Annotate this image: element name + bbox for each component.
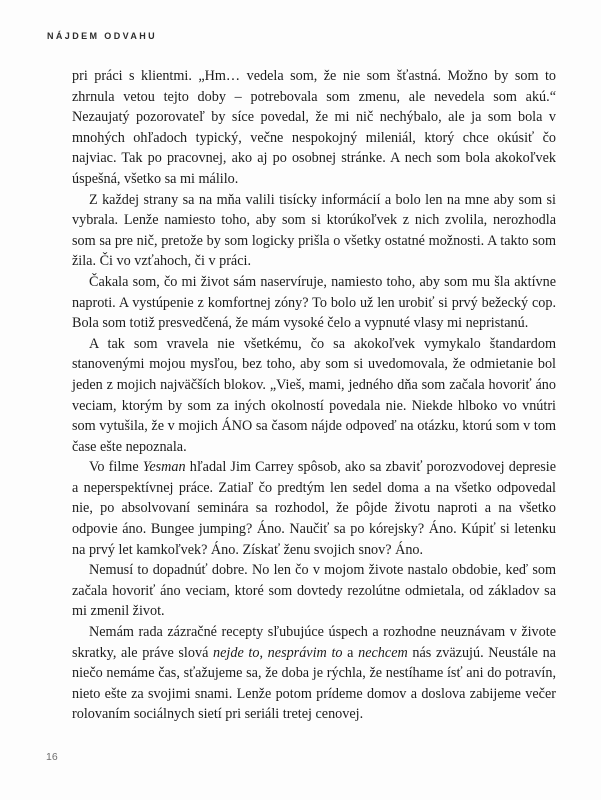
paragraph-text: Nemám rada zázračné recepty sľubujúce úspech a rozhodne neuznávam v živote skratky, ale práve slová: [72, 624, 556, 661]
running-header: NÁJDEM ODVAHU: [47, 31, 158, 41]
paragraph-text: hľadal Jim Carrey spôsob, ako sa zbaviť porozvodovej depresie a neperspektívnej práce. Zatiaľ čo predtým len sedel doma a na všetko odpovedal nie, po absolvovaní seminára sa rozhodol, že pôjde životu naproti a na všetko odpovie áno. Bungee jumping? Áno. Naučiť sa po kórejsky? Áno. Kúpiť si letenku na prvý let kamkoľvek? Áno. Získať ženu svojich snov? Áno.: [72, 459, 556, 558]
page-number: 16: [46, 751, 58, 763]
emphasis-phrase: nesprávim to: [267, 644, 343, 661]
paragraph-4: A tak som vravela nie všetkému, čo sa akokoľvek vymykalo štandardom stanovenými mojou mysľou, bez toho, aby som si uvedomovala, že odmietanie bol jeden z mojich najväčších blokov. „Vieš, mami, jedného dňa som začala hovoriť áno veciam, ktorým by som za iných okolností povedala nie. Niekde hlboko vo vnútri som vytušila, že v mojich ÁNO sa časom nájde odpoveď na otázku, ktorú som v tom čase ešte nepoznala.: [72, 335, 556, 455]
emphasis-phrase: nejde to: [213, 644, 260, 661]
page-text: [72, 66, 556, 725]
paragraph-text: ,: [259, 644, 268, 661]
paragraph-3: Čakala som, čo mi život sám naservíruje, namiesto toho, aby som mu šla aktívne naproti. A vystúpenie z komfortnej zóny? To bolo už len urobiť si prvý bežecký cop. Bola som totiž presvedčená, že mám vysoké čelo a vypnuté vlasy mi nepristanú.: [72, 273, 556, 332]
paragraph-7: [72, 622, 556, 725]
paragraph-1: pri práci s klientmi. „Hm… vedela som, že nie som šťastná. Možno by som to zhrnula vetou tejto doby – potrebovala som zmenu, ale nevedela som akú.“ Nezaujatý pozorovateľ by síce povedal, že mi nič nechýbalo, ale ja som bola v mnohých ohľadoch typický, večne nespokojný mileniál, ktorý chce okúsiť čo najviac. Tak po pracovnej, ako aj po osobnej stránke. A nech som bola akokoľvek úspešná, všetko sa mi málilo.: [72, 68, 556, 187]
film-title-italic: Yesman: [142, 459, 186, 476]
paragraph-2: Z každej strany sa na mňa valili tisícky informácií a bolo len na mne aby som si vybrala. Lenže namiesto toho, aby som si ktorúkoľvek z nich zvolila, nerozhodla som sa pre nič, pretože by som logicky prišla o všetky ostatné možnosti. A takto som žila. Či vo vzťahoch, či v práci.: [72, 191, 556, 270]
emphasis-phrase: nechcem: [358, 644, 408, 661]
paragraph-text: Vo filme: [89, 459, 143, 476]
paragraph-text: nás zväzujú. Neustále na niečo nemáme čas, sťažujeme sa, že doba je rýchla, že nestíhame ísť ani do potravín, nieto ešte za svojimi snami. Lenže potom prídeme domov a doslova zabijeme večer rolovaním sociálnych sietí pri seriáli tretej cenovej.: [72, 644, 556, 723]
paragraph-6: Nemusí to dopadnúť dobre. No len čo v mojom živote nastalo obdobie, keď som začala hovoriť áno veciam, ktoré som dovtedy rezolútne odmietala, od základov sa mi zmenil život.: [72, 562, 556, 620]
paragraph-text: a: [342, 644, 359, 661]
paragraph-5: [72, 457, 556, 560]
